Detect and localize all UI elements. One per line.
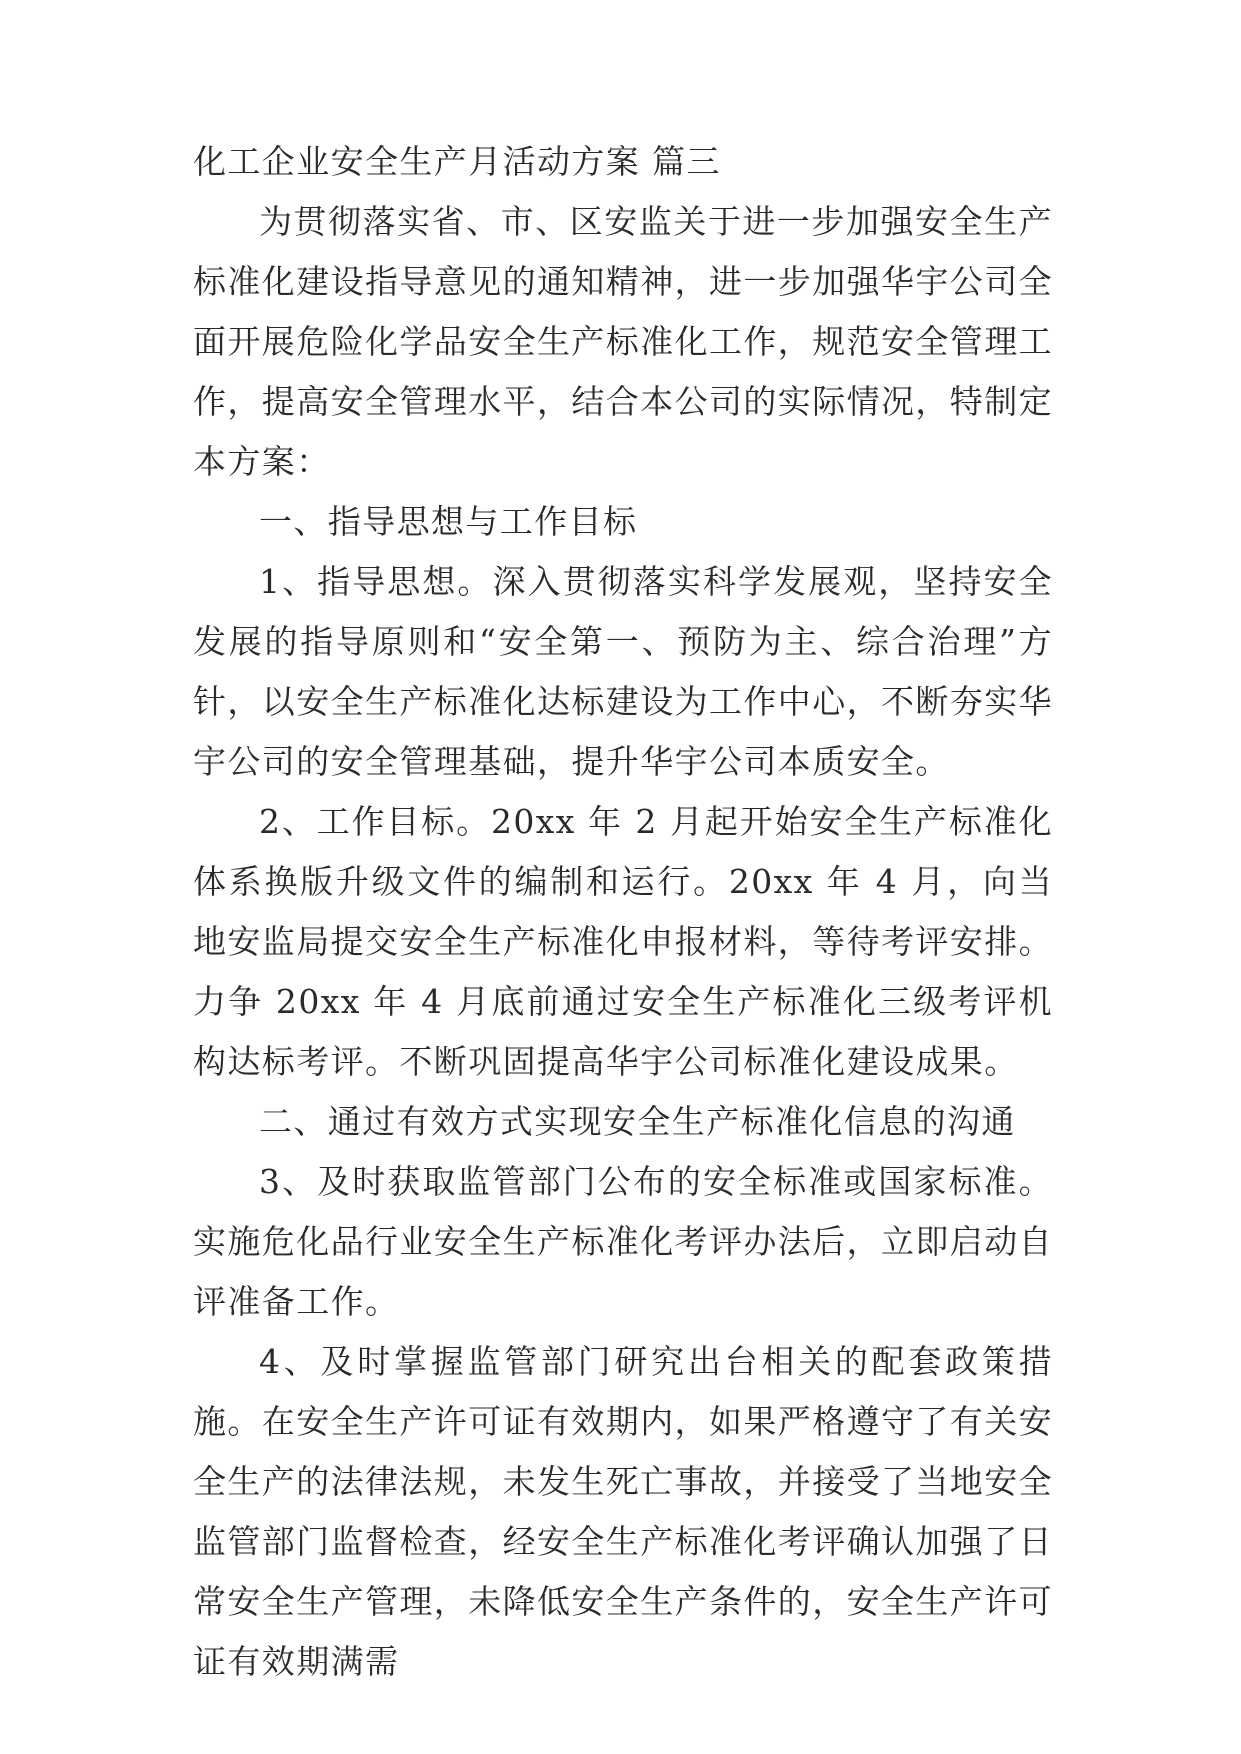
paragraph-item-3: 3、及时获取监管部门公布的安全标准或国家标准。实施危化品行业安全生产标准化考评办法后，立即启动自评准备工作。 [193, 1162, 1053, 1321]
document-title: 化工企业安全生产月活动方案 篇三 [193, 142, 721, 181]
section-heading-2: 二、通过有效方式实现安全生产标准化信息的沟通 [259, 1102, 1016, 1141]
paragraph-item-4: 4、及时掌握监管部门研究出台相关的配套政策措施。在安全生产许可证有效期内，如果严格遵守了有关安全生产的法律法规，未发生死亡事故，并接受了当地安全监管部门监督检查，经安全生产标准化考评确认加强了日常安全生产管理，未降低安全生产条件的，安全生产许可证有效期满需 [193, 1342, 1053, 1681]
paragraph-guiding-thought: 1、指导思想。深入贯彻落实科学发展观，坚持安全发展的指导原则和“安全第一、预防为主、综合治理”方针，以安全生产标准化达标建设为工作中心，不断夯实华宇公司的安全管理基础，提升华宇公司本质安全。 [193, 562, 1053, 781]
section-heading-1: 一、指导思想与工作目标 [259, 502, 638, 541]
paragraph-intro: 为贯彻落实省、市、区安监关于进一步加强安全生产标准化建设指导意见的通知精神，进一步加强华宇公司全面开展危险化学品安全生产标准化工作，规范安全管理工作，提高安全管理水平，结合本公司的实际情况，特制定本方案： [193, 202, 1053, 481]
document-body [193, 132, 1053, 1692]
paragraph-work-goal: 2、工作目标。20xx 年 2 月起开始安全生产标准化体系换版升级文件的编制和运行。20xx 年 4 月，向当地安监局提交安全生产标准化申报材料，等待考评安排。力争 20xx 年 4 月底前通过安全生产标准化三级考评机构达标考评。不断巩固提高华宇公司标准化建设成果。 [193, 802, 1053, 1081]
